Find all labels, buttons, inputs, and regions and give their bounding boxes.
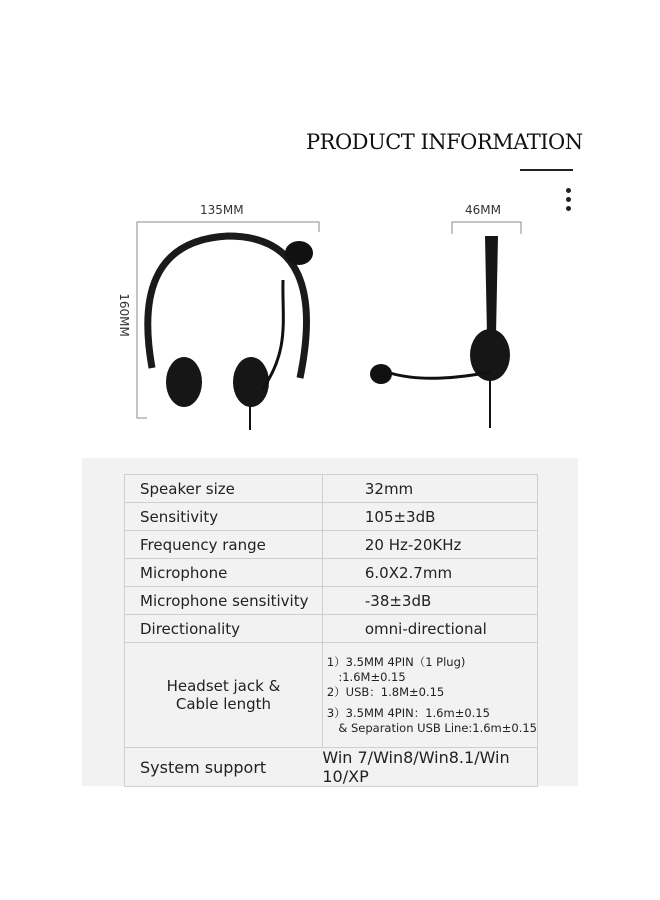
page-title: PRODUCT INFORMATION xyxy=(306,130,583,154)
spec-value: Win 7/Win8/Win8.1/Win 10/XP xyxy=(322,748,537,787)
front-headset-icon xyxy=(148,236,313,430)
cable-line: 3）3.5MM 4PIN：1.6m±0.15 xyxy=(326,705,490,720)
depth-label: 46MM xyxy=(465,203,501,217)
spec-label: System support xyxy=(125,748,323,787)
side-headset-icon xyxy=(370,236,510,428)
spec-label: Sensitivity xyxy=(125,503,323,531)
spec-label: Microphone xyxy=(125,559,323,587)
table-row xyxy=(125,615,538,643)
cable-line: 2）USB：1.8M±0.15 xyxy=(326,684,445,699)
table-row xyxy=(125,559,538,587)
cable-line: :1.6M±0.15 xyxy=(326,669,406,684)
spec-table xyxy=(124,474,538,787)
spec-label: Directionality xyxy=(125,615,323,643)
spec-label: Microphone sensitivity xyxy=(125,587,323,615)
spec-value: 105±3dB xyxy=(322,503,537,531)
spec-label: Frequency range xyxy=(125,531,323,559)
table-row xyxy=(125,531,538,559)
table-row xyxy=(125,475,538,503)
table-row xyxy=(125,587,538,615)
height-label: 160MM xyxy=(116,293,131,337)
spec-value: 20 Hz-20KHz xyxy=(322,531,537,559)
spec-value: 32mm xyxy=(322,475,537,503)
spec-value: 6.0X2.7mm xyxy=(322,559,537,587)
width-label: 135MM xyxy=(200,203,244,217)
cable-label-line: Headset jack & xyxy=(166,677,281,695)
spec-value: -38±3dB xyxy=(322,587,537,615)
cable-label-line: Cable length xyxy=(175,695,272,713)
spec-label xyxy=(125,643,323,748)
spec-value xyxy=(322,643,537,748)
table-row xyxy=(125,643,538,748)
cable-line: 1）3.5MM 4PIN（1 Plug) xyxy=(326,654,466,669)
cable-line: & Separation USB Line:1.6m±0.15 xyxy=(326,720,537,735)
spec-value: omni-directional xyxy=(322,615,537,643)
spec-label: Speaker size xyxy=(125,475,323,503)
table-row xyxy=(125,503,538,531)
table-row xyxy=(125,748,538,787)
